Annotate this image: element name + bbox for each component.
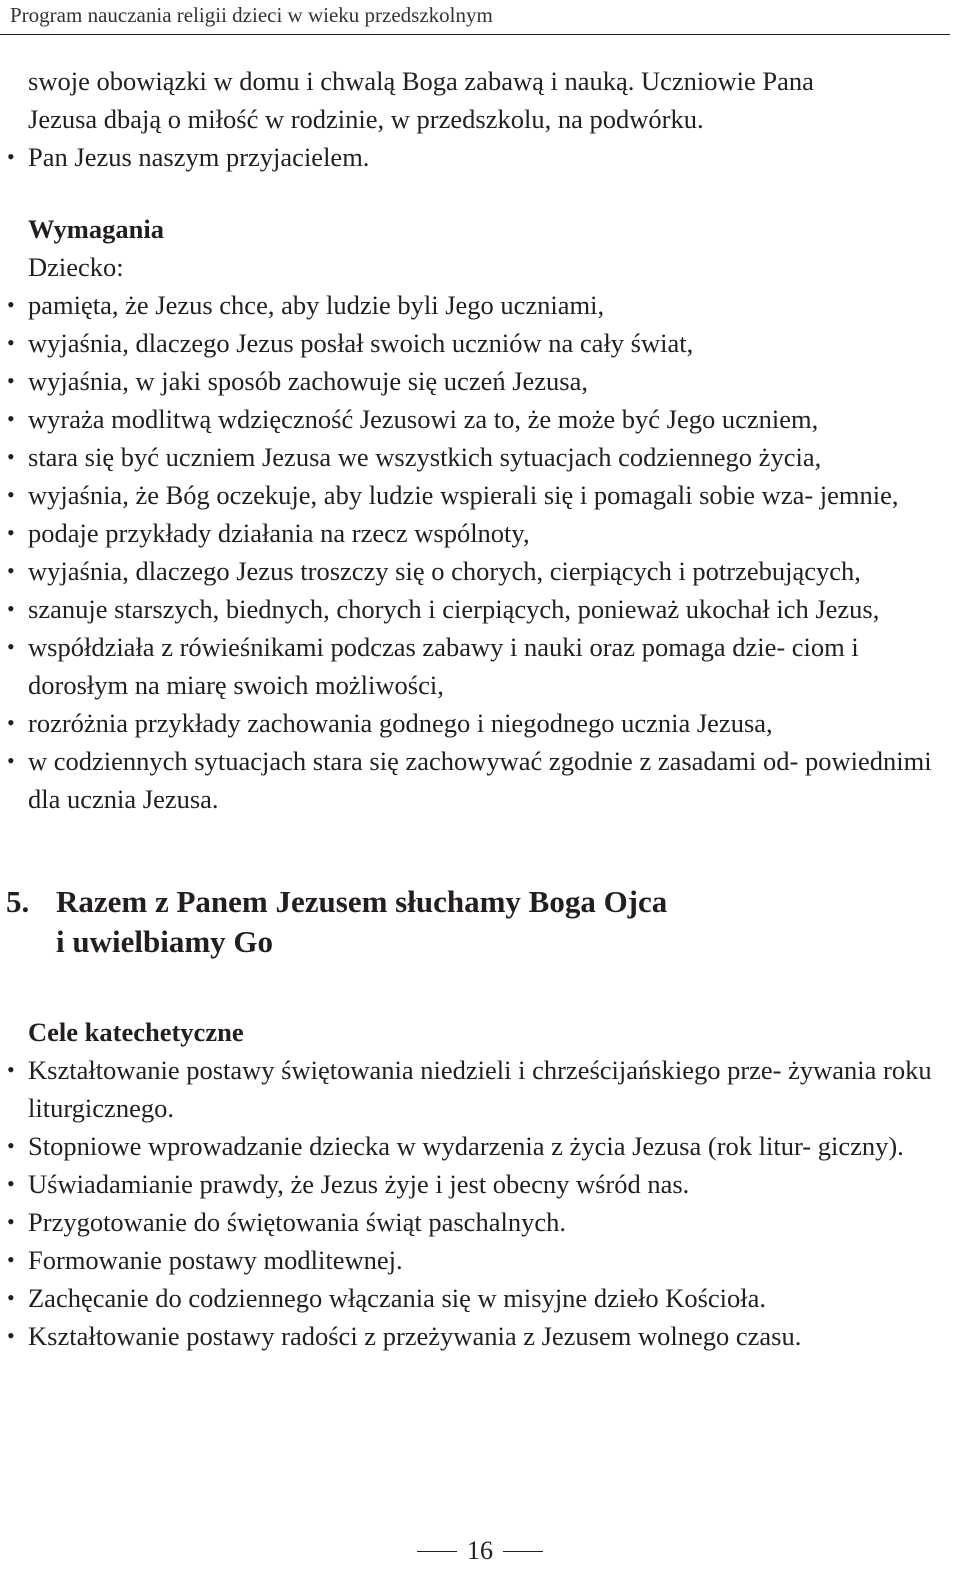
bullet-icon: •: [7, 368, 15, 393]
list-item: • wyjaśnia, w jaki sposób zachowuje się uczeń Jezusa,: [28, 362, 948, 400]
bullet-icon: •: [7, 1057, 15, 1082]
bullet-icon: •: [7, 330, 15, 355]
bullet-icon: •: [7, 596, 15, 621]
list-item: • Formowanie postawy modlitewnej.: [28, 1241, 948, 1279]
dash-left: [417, 1551, 457, 1552]
intro-line-1: swoje obowiązki w domu i chwalą Boga zabawą i nauką. Uczniowie Pana: [28, 66, 814, 96]
header-divider: [0, 34, 950, 35]
list-item: • Pan Jezus naszym przyjacielem.: [28, 138, 948, 176]
bullet-icon: •: [7, 1209, 15, 1234]
list-item: • wyraża modlitwą wdzięczność Jezusowi za to, że może być Jego uczniem,: [28, 400, 948, 438]
list-item: • stara się być uczniem Jezusa we wszystkich sytuacjach codziennego życia,: [28, 438, 948, 476]
page-body: [6, 62, 948, 1355]
list-item: • Kształtowanie postawy radości z przeżywania z Jezusem wolnego czasu.: [28, 1317, 948, 1355]
list-item: • Zachęcanie do codziennego włączania się w misyjne dzieło Kościoła.: [28, 1279, 948, 1317]
bullet-icon: •: [7, 710, 15, 735]
list-item: • w codziennych sytuacjach stara się zachowywać zgodnie z zasadami od- powiednimi dla ucznia Jezusa.: [28, 742, 948, 818]
bullet-icon: •: [7, 1285, 15, 1310]
list-item: • Kształtowanie postawy świętowania niedzieli i chrześcijańskiego prze- żywania roku liturgicznego.: [28, 1051, 948, 1127]
list-item: • podaje przykłady działania na rzecz wspólnoty,: [28, 514, 948, 552]
list-item: • Stopniowe wprowadzanie dziecka w wydarzenia z życia Jezusa (rok litur- giczny).: [28, 1127, 948, 1165]
intro-line-2: Jezusa dbają o miłość w rodzinie, w przedszkolu, na podwórku.: [28, 104, 704, 134]
bullet-icon: •: [7, 558, 15, 583]
list-item: • wyjaśnia, dlaczego Jezus troszczy się o chorych, cierpiących i potrzebujących,: [28, 552, 948, 590]
bullet-icon: •: [7, 144, 15, 169]
dash-right: [503, 1551, 543, 1552]
list-item: • rozróżnia przykłady zachowania godnego i niegodnego ucznia Jezusa,: [28, 704, 948, 742]
list-item: • Uświadamianie prawdy, że Jezus żyje i jest obecny wśród nas.: [28, 1165, 948, 1203]
requirements-list: [7, 286, 948, 818]
bullet-icon: •: [7, 1133, 15, 1158]
requirements-heading: Wymagania: [28, 214, 164, 244]
section-title: [56, 882, 667, 962]
running-header: Program nauczania religii dzieci w wieku przedszkolnym: [10, 3, 493, 27]
goals-list: [7, 1051, 948, 1355]
intro-list: [7, 138, 948, 176]
list-item: • współdziała z rówieśnikami podczas zabawy i nauki oraz pomaga dzie- ciom i dorosłym na miarę swoich możliwości,: [28, 628, 948, 704]
list-item: • pamięta, że Jezus chce, aby ludzie byli Jego uczniami,: [28, 286, 948, 324]
section-number: 5.: [6, 884, 30, 919]
section-title-line-2: i uwielbiamy Go: [56, 924, 274, 959]
bullet-icon: •: [7, 520, 15, 545]
bullet-icon: •: [7, 444, 15, 469]
page-number: 16: [467, 1536, 493, 1565]
page-footer: [0, 1536, 960, 1566]
section-title-line-1: Razem z Panem Jezusem słuchamy Boga Ojca: [56, 884, 668, 919]
bullet-icon: •: [7, 292, 15, 317]
bullet-icon: •: [7, 1323, 15, 1348]
bullet-icon: •: [7, 1247, 15, 1272]
list-item: • Przygotowanie do świętowania świąt paschalnych.: [28, 1203, 948, 1241]
list-item: • wyjaśnia, dlaczego Jezus posłał swoich uczniów na cały świat,: [28, 324, 948, 362]
bullet-icon: •: [7, 1171, 15, 1196]
bullet-icon: •: [7, 406, 15, 431]
list-item: • wyjaśnia, że Bóg oczekuje, aby ludzie wspierali się i pomagali sobie wza- jemnie,: [28, 476, 948, 514]
bullet-icon: •: [7, 482, 15, 507]
goals-heading: Cele katechetyczne: [28, 1017, 244, 1047]
bullet-icon: •: [7, 634, 15, 659]
requirements-subheading: Dziecko:: [28, 252, 124, 282]
list-item: • szanuje starszych, biednych, chorych i cierpiących, ponieważ ukochał ich Jezus,: [28, 590, 948, 628]
bullet-icon: •: [7, 748, 15, 773]
section-heading: [6, 882, 948, 962]
